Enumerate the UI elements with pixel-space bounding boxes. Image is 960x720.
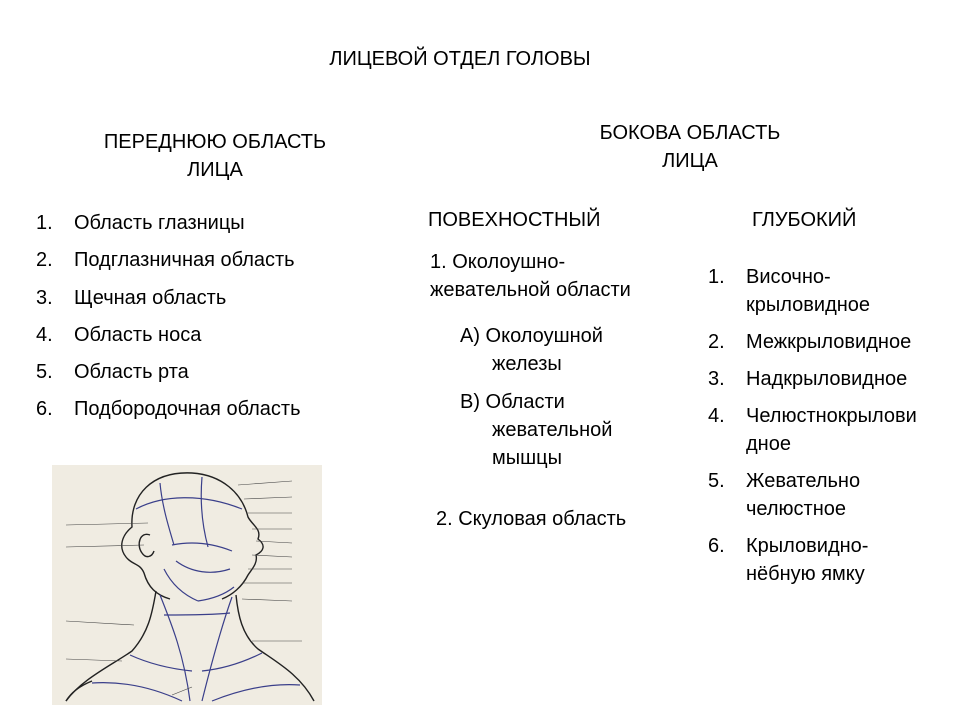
anatomy-drawing-icon xyxy=(52,465,322,705)
list-item: 5. Область рта xyxy=(36,361,189,384)
list-item: 3. Надкрыловидное xyxy=(708,368,908,390)
front-heading-line1: ПЕРЕДНЮЮ ОБЛАСТЬ xyxy=(103,131,327,153)
superficial-heading: ПОВЕХНОСТНЫЙ xyxy=(428,209,601,231)
list-item: 4. Область носа xyxy=(36,323,202,346)
superficial-item-1: 1. Околоушно- жевательной области xyxy=(430,251,631,301)
list-item: 5. Жевательно челюстное xyxy=(708,470,861,520)
page-title: ЛИЦЕВОЙ ОТДЕЛ ГОЛОВЫ xyxy=(329,48,591,70)
list-item: 6. Подбородочная область xyxy=(36,398,301,421)
front-heading-line2: ЛИЦА xyxy=(187,159,243,181)
list-item: 3. Щечная область xyxy=(36,286,227,309)
list-item: 1. Височно- крыловидное xyxy=(708,266,871,316)
deep-region-list xyxy=(708,263,958,597)
list-item: 4. Челюстнокрылови дное xyxy=(708,405,917,455)
list-item: 2. Подглазничная область xyxy=(36,249,295,272)
anatomy-head-neck-regions-illustration xyxy=(52,465,322,705)
lateral-heading-line1: БОКОВА ОБЛАСТЬ xyxy=(599,122,781,144)
lateral-region-heading xyxy=(560,119,820,175)
list-item: 1. Область глазницы xyxy=(36,212,245,234)
deep-heading: ГЛУБОКИЙ xyxy=(752,209,857,231)
superficial-item-2: 2. Скуловая область xyxy=(436,508,627,530)
superficial-sub-b: В) Области жевательной мышцы xyxy=(460,391,613,469)
list-item: 2. Межкрыловидное xyxy=(708,331,912,353)
list-item: 6. Крыловидно- нёбную ямку xyxy=(708,535,869,585)
lateral-heading-line2: ЛИЦА xyxy=(662,150,718,172)
superficial-sub-a: А) Околоушной железы xyxy=(460,325,603,375)
front-region-list xyxy=(36,212,376,436)
front-region-heading xyxy=(60,128,370,184)
